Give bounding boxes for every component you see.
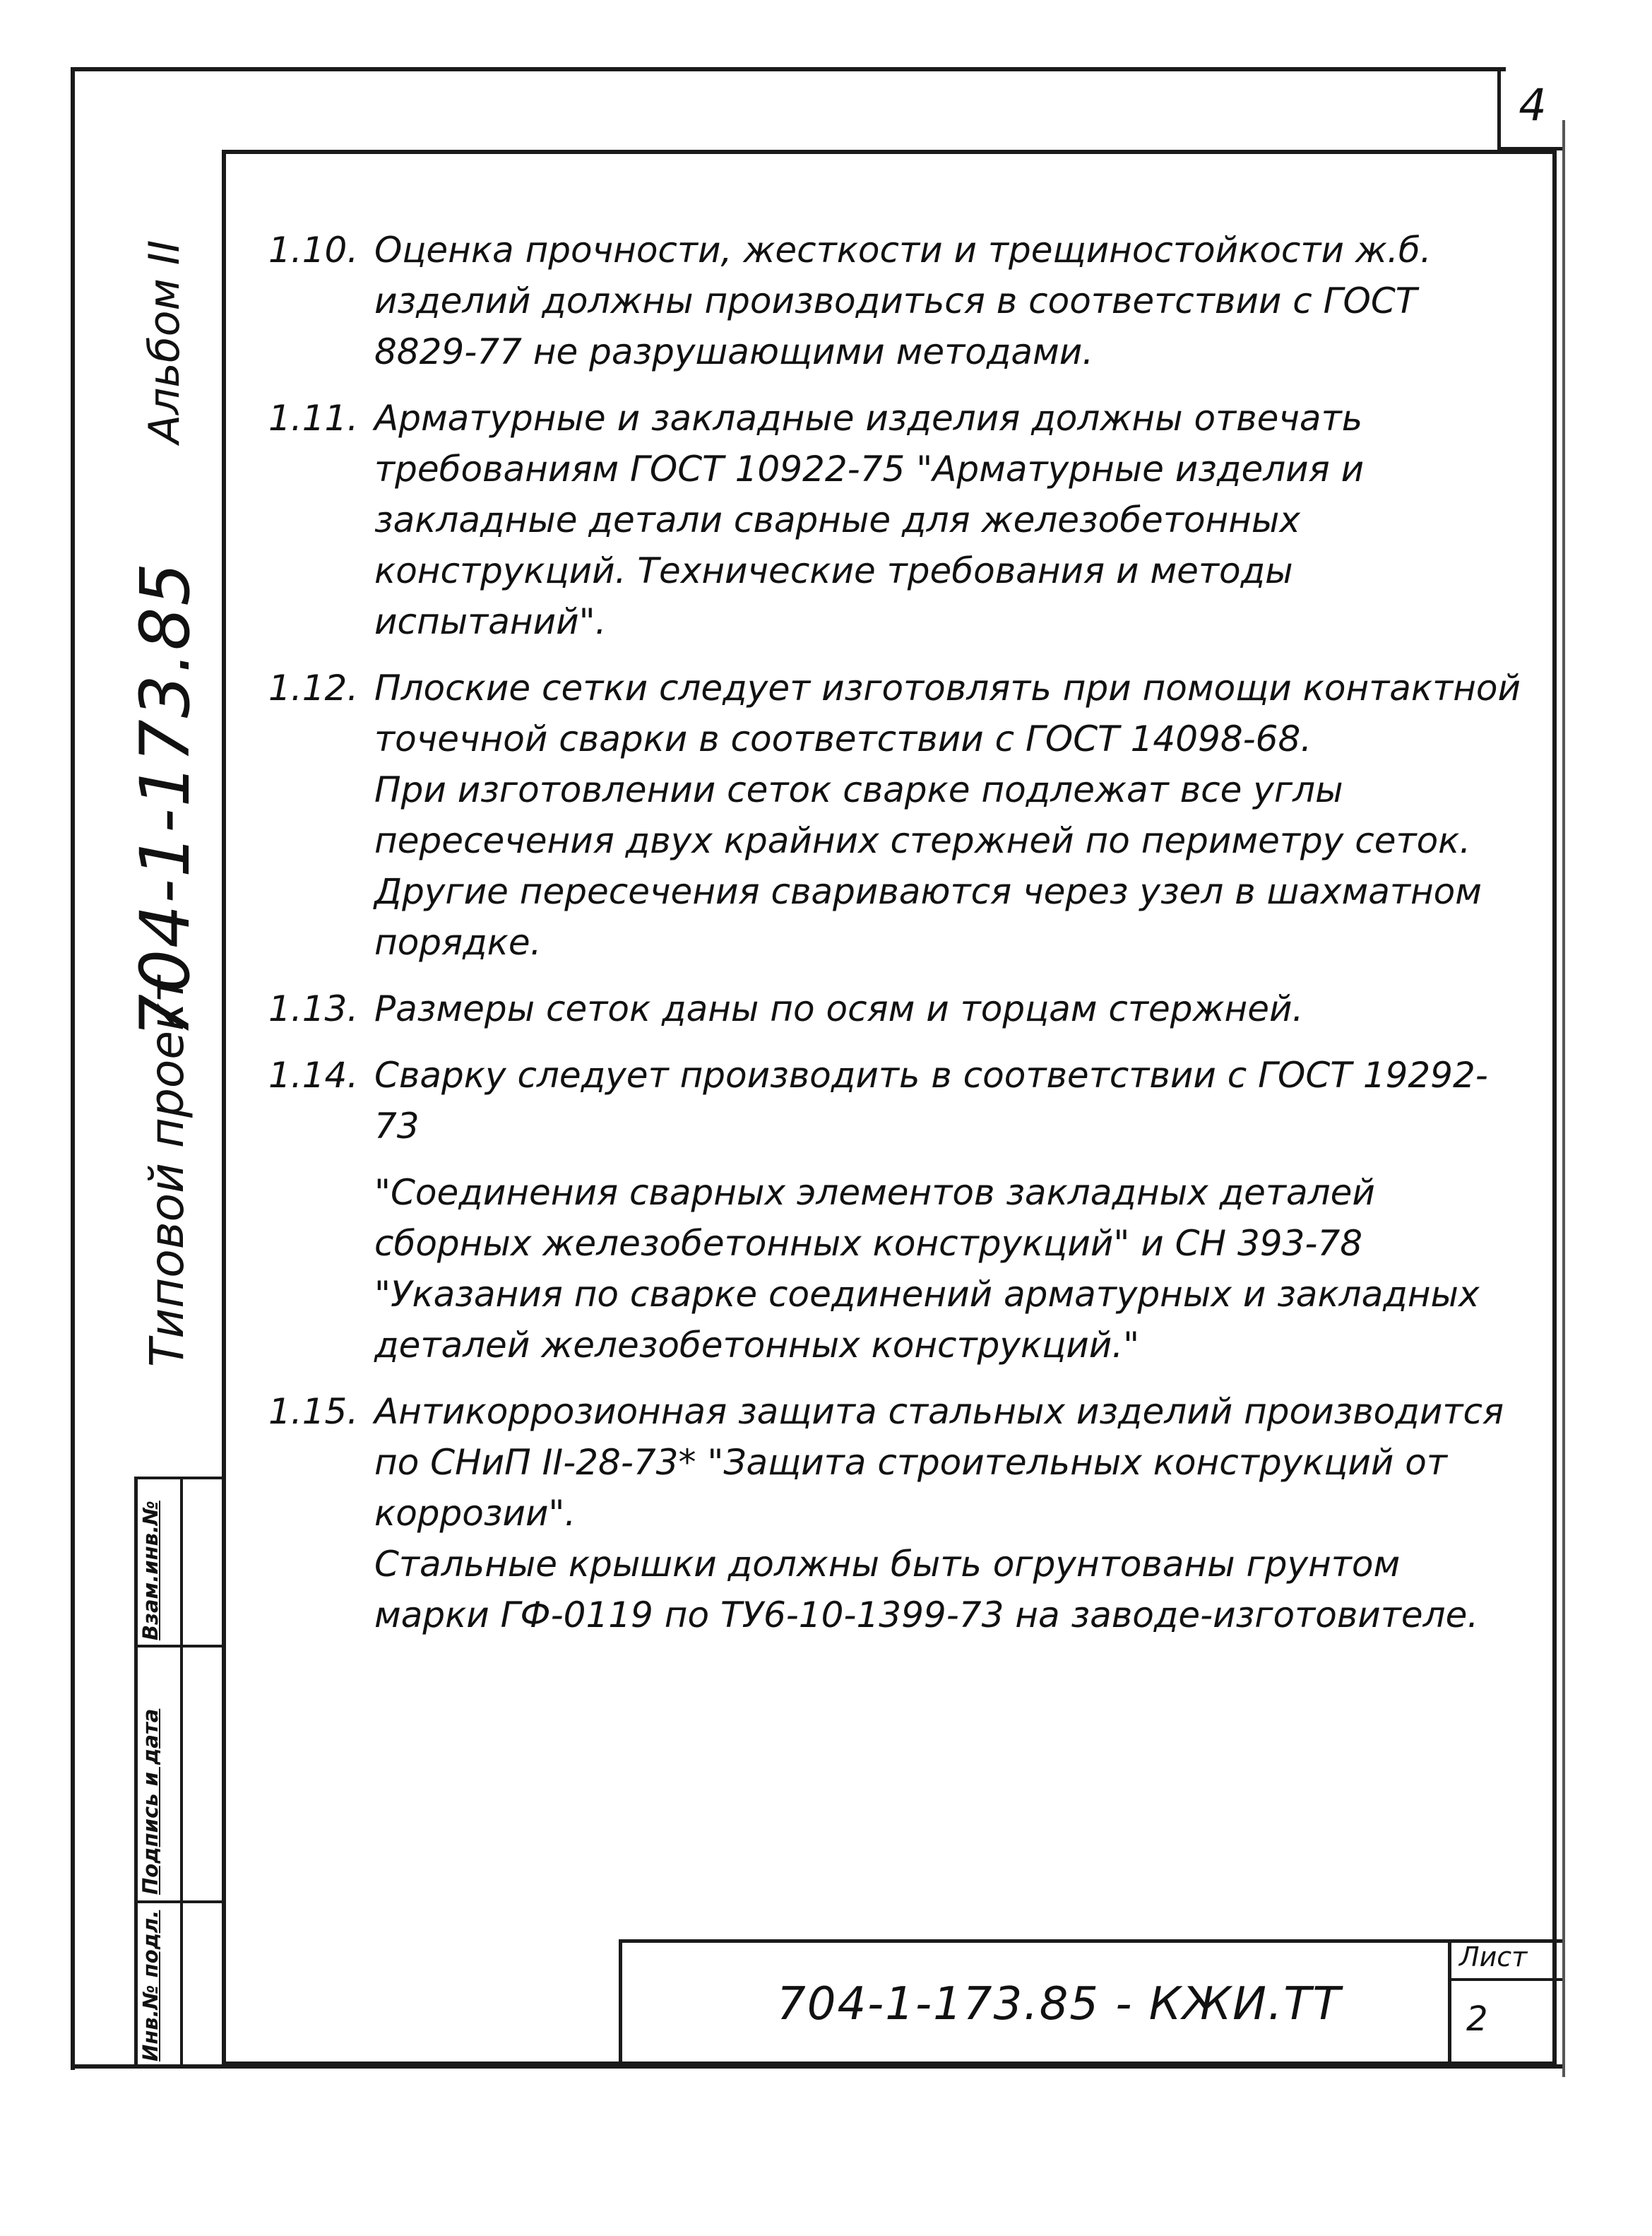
note-text: Плоские сетки следует изготовлять при помощи контактной точечной сварки в соответствии с ГОСТ 14098-68. [374,668,1521,759]
sheet-border-right [1562,120,1565,2077]
document-code: 704-1-173.85 - КЖИ.ТТ [777,1978,1342,2030]
stamp-divider-2 [134,1900,222,1903]
project-label: Типовой проект [140,975,194,1367]
note-number: 1.15. [268,1391,359,1432]
sheet-number: 2 [1466,1999,1488,2039]
note-text: Антикоррозионная защита стальных изделий производится по СНиП II-28-73* "Защита строительных конструкций от коррозии". [374,1391,1504,1534]
note-item [268,1386,1526,1640]
stamp-divider-1 [134,1645,222,1648]
stamp-replaced-inv: Взам.инв.№ [138,1501,162,1640]
sheet-border-left [71,67,75,2070]
stamp-divider-top [134,1477,222,1479]
stamp-inv-original: Инв.№ подл. [138,1910,162,2062]
note-item [268,983,1526,1034]
note-item [268,393,1526,647]
album-label: Альбом II [140,239,189,444]
notes-body [268,225,1526,1656]
title-block-divider [1448,1939,1451,2066]
title-block-top [619,1939,1562,1943]
sheet-label: Лист [1459,1941,1528,1972]
note-number: 1.11. [268,398,359,439]
project-code: 704-1-173.85 [126,561,205,1037]
note-text: Стальные крышки должны быть огрунтованы грунтом марки ГФ-0119 по ТУ6-10-1399-73 на заводе-изготовителе. [374,1544,1479,1635]
note-text: При изготовлении сеток сварке подлежат все углы пересечения двух крайних стержней по периметру сеток. [374,769,1471,861]
note-number: 1.13. [268,988,359,1029]
stamp-column-divider [180,1477,183,2064]
note-text: Сварку следует производить в соответствии с ГОСТ 19292-73 [374,1055,1488,1147]
title-block-sheet-divider [1448,1978,1562,1981]
note-text: Другие пересечения свариваются через узел в шахматном порядке. [374,871,1482,963]
note-text: "Соединения сварных элементов закладных деталей сборных железобетонных конструкций" и СН 393-78 "Указания по сварке соединений арматурных и закладных деталей железобетонных конструкций." [374,1172,1480,1366]
sheet-border-top [71,67,1506,71]
note-text: Оценка прочности, жесткости и трещиностойкости ж.б. изделий должны производиться в соответствии с ГОСТ 8829-77 не разрушающими методами. [374,230,1432,372]
note-number: 1.10. [268,230,359,271]
note-number: 1.12. [268,668,359,709]
title-block-left [619,1939,622,2066]
note-item [268,225,1526,377]
stamp-signature-date: Подпись и дата [138,1708,162,1895]
note-item [268,1050,1526,1371]
note-number: 1.14. [268,1055,359,1096]
note-text: Размеры сеток даны по осям и торцам стержней. [374,988,1304,1029]
note-item [268,663,1526,968]
note-text: Арматурные и закладные изделия должны отвечать требованиям ГОСТ 10922-75 "Арматурные изделия и закладные детали сварные для железобетонных конструкций. Технические требования и методы испытаний". [374,398,1365,642]
page-number: 4 [1519,79,1547,131]
